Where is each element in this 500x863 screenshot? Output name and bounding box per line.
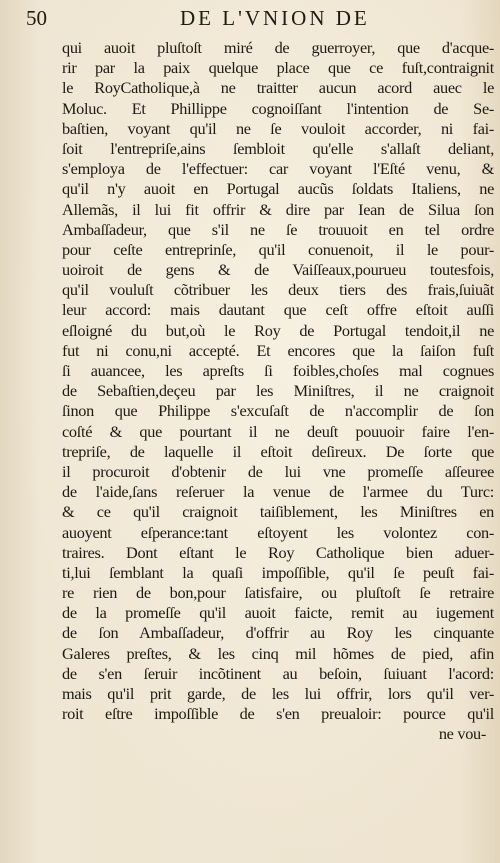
text-line: leur accord: mais dautant que ceſt offre eſtoit auſſi: [62, 300, 494, 320]
text-line: il procuroit d'obtenir de lui vne promeſſe aſſeuree: [62, 461, 494, 481]
text-line: baſtien, voyant qu'il ne ſe vouloit accorder, ni fai-: [62, 118, 494, 138]
text-line: coſté & que pourtant il ne deuſt pouuoir faire l'en-: [62, 421, 494, 441]
text-line: qui auoit pluſtoſt miré de guerroyer, que d'acque-: [62, 38, 494, 57]
text-line: ſinon que Philippe s'excuſaſt de n'accomplir de ſon: [62, 401, 494, 421]
text-line: ſoit l'entrepriſe,ains ſembloit qu'elle s'allaſt deliant,: [62, 138, 494, 158]
text-line: de l'aide,ſans reſeruer la venue de l'armee du Turc:: [62, 482, 494, 502]
text-line: re rien de bon,pour ſatisfaire, ou pluſtoſt ſe retraire: [62, 583, 494, 603]
text-line: rir par la paix quelque place que ce fuſt,contraignit: [62, 58, 494, 78]
running-title: DE L'VNION DE: [180, 6, 370, 30]
text-line: ſi auancee, les apreſts ſi foibles,choſes mal cognues: [62, 361, 494, 380]
text-line: de s'en ſeruir incõtinent au beſoin, ſuiuant l'acord:: [62, 663, 494, 683]
text-line: de Sebaſtien,deçeu par les Miniſtres, il ne craignoit: [62, 381, 494, 401]
text-line: eſloigné du but,où le Roy de Portugal tendoit,il ne: [62, 320, 494, 340]
text-line: ti,lui ſemblant la quaſi impoſſible, qu'il ſe peuſt fai-: [62, 562, 494, 582]
text-line: trepriſe, de laquelle il eſtoit deſireux. De ſorte que: [62, 441, 494, 461]
body-text: [62, 38, 494, 745]
text-line: Moluc. Et Phillippe cognoiſſant l'intention de Se-: [62, 98, 494, 118]
text-line: uoiroit de gens & de Vaiſſeaux,pourueu toutesfois,: [62, 260, 494, 280]
text-line: pour ceſte entreprinſe, qu'il conuenoit, il le pour-: [62, 239, 494, 259]
page-header: [26, 4, 486, 34]
text-line: roit eſtre impoſſible de s'en preualoir: pource qu'il: [62, 704, 494, 724]
text-line: de ſon Ambaſſadeur, d'offrir au Roy les cinquante: [62, 623, 494, 643]
text-line: traires. Dont eſtant le Roy Catholique bien aduer-: [62, 542, 494, 562]
catchword: ne vou-: [438, 724, 486, 744]
text-line: le RoyCatholique,à ne traitter aucun acord auec le: [62, 78, 494, 98]
text-line: mais qu'il prit garde, de les lui offrir, lors qu'il ver-: [62, 684, 494, 703]
text-line: fut ni conu,ni accepté. Et encores que la ſaiſon fuſt: [62, 340, 494, 360]
text-line: Galeres preſtes, & les cinq mil hõmes de pied, afin: [62, 643, 494, 663]
text-line: auoyent eſperance:tant eſtoyent les volontez con-: [62, 522, 494, 542]
text-line: Allemãs, il lui fit offrir & dire par Iean de Silua ſon: [62, 199, 494, 219]
text-line: s'employa de l'effectuer: car voyant l'Eſté venu, &: [62, 159, 494, 179]
page-number: 50: [26, 6, 47, 30]
text-line: Ambaſſadeur, que s'il ne ſe trouuoit en tel ordre: [62, 219, 494, 239]
text-line: de la promeſſe qu'il auoit faicte, remit au iugement: [62, 603, 494, 623]
text-line: qu'il n'y auoit en Portugal aucũs ſoldats Italiens, ne: [62, 179, 494, 199]
text-line: & ce qu'il craignoit taiſiblement, les Miniſtres en: [62, 502, 494, 522]
text-line: qu'il vouluſt cõtribuer les deux tiers des frais,ſuiuãt: [62, 280, 494, 300]
